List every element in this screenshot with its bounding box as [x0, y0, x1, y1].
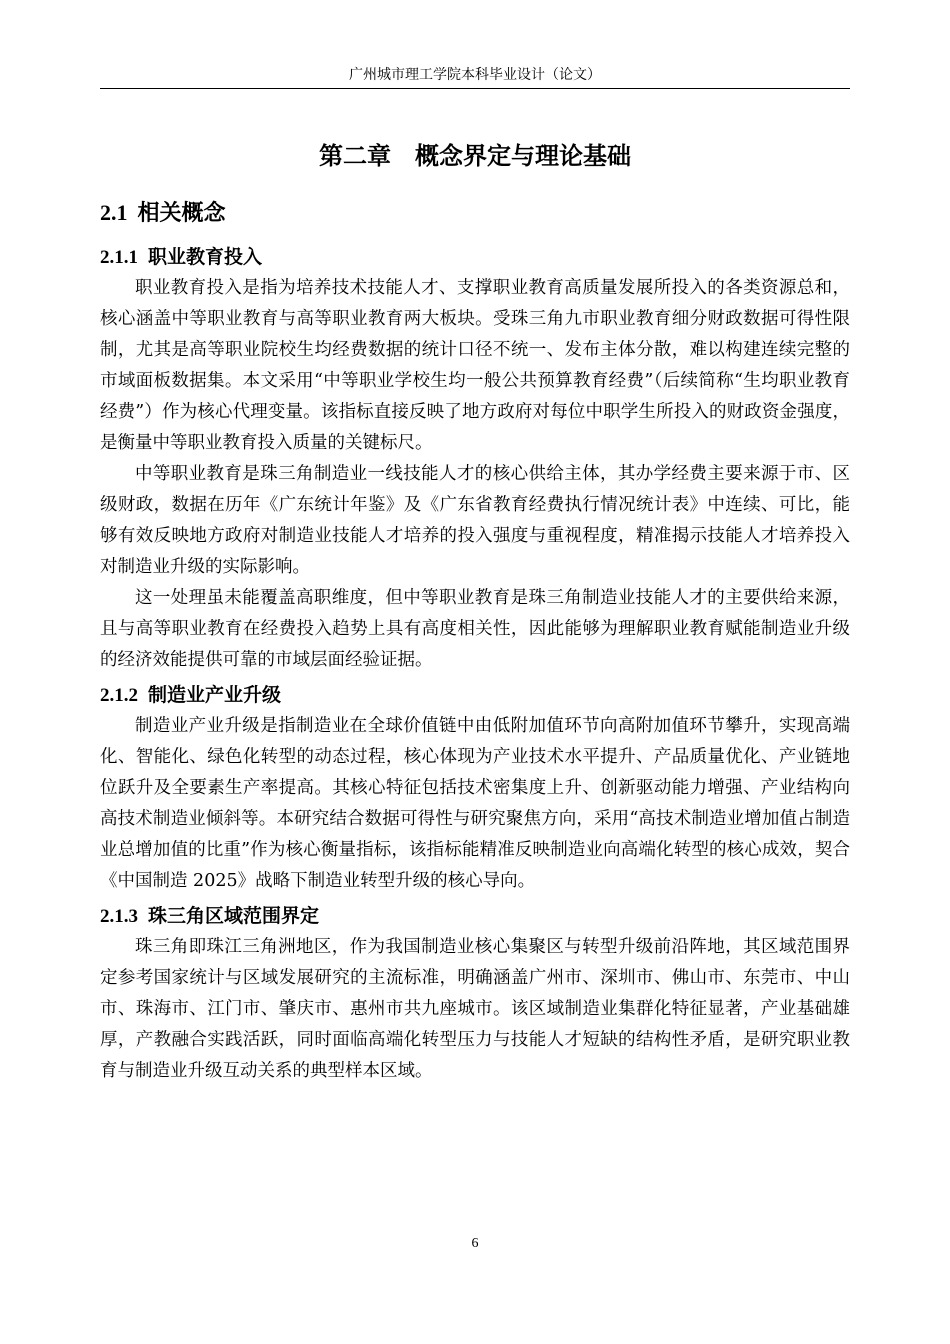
chapter-title: 概念界定与理论基础 [415, 141, 631, 170]
section-title: 相关概念 [137, 200, 226, 226]
page-number: 6 [471, 1236, 479, 1251]
subsection-title: 珠三角区域范围界定 [148, 905, 320, 927]
subsection-number: 2.1.1 [100, 247, 138, 268]
body-paragraph: 制造业产业升级是指制造业在全球价值链中由低附加值环节向高附加值环节攀升，实现高端化、智能化、绿色化转型的动态过程，核心体现为产业技术水平提升、产品质量优化、产业链地位跃升及全要素生产率提高。其核心特征包括技术密集度上升、创新驱动能力增强、产业结构向高技术制造业倾斜等。本研究结合数据可得性与研究聚焦方向，采用“高技术制造业增加值占制造业总增加值的比重”作为核心衡量指标，该指标能精准反映制造业向高端化转型的核心成效，契合《中国制造 2025》战略下制造业转型升级的核心导向。 [100, 716, 850, 891]
section-heading [100, 196, 850, 230]
subsection-heading [100, 901, 850, 932]
subsection-heading [100, 242, 850, 273]
body-paragraph: 中等职业教育是珠三角制造业一线技能人才的核心供给主体，其办学经费主要来源于市、区级财政，数据在历年《广东统计年鉴》及《广东省教育经费执行情况统计表》中连续、可比，能够有效反映地方政府对制造业技能人才培养的投入强度与重视程度，精准揭示技能人才培养投入对制造业升级的实际影响。 [100, 464, 850, 577]
subsection-title: 制造业产业升级 [148, 684, 282, 706]
section-number: 2.1 [100, 200, 128, 225]
body-paragraph: 职业教育投入是指为培养技术技能人才、支撑职业教育高质量发展所投入的各类资源总和，核心涵盖中等职业教育与高等职业教育两大板块。受珠三角九市职业教育细分财政数据可得性限制，尤其是高等职业院校生均经费数据的统计口径不统一、发布主体分散，难以构建连续完整的市域面板数据集。本文采用“中等职业学校生均一般公共预算教育经费”（后续简称“生均职业教育经费”）作为核心代理变量。该指标直接反映了地方政府对每位中职学生所投入的财政资金强度，是衡量中等职业教育投入质量的关键标尺。 [100, 278, 850, 453]
subsection-title: 职业教育投入 [148, 246, 263, 268]
body-paragraph: 这一处理虽未能覆盖高职维度，但中等职业教育是珠三角制造业技能人才的主要供给来源，且与高等职业教育在经费投入趋势上具有高度相关性，因此能够为理解职业教育赋能制造业升级的经济效能提供可靠的市域层面经验证据。 [100, 588, 850, 670]
document-body [100, 138, 850, 1087]
chapter-heading [100, 138, 850, 174]
body-paragraph: 珠三角即珠江三角洲地区，作为我国制造业核心集聚区与转型升级前沿阵地，其区域范围界定参考国家统计与区域发展研究的主流标准，明确涵盖广州市、深圳市、佛山市、东莞市、中山市、珠海市、江门市、肇庆市、惠州市共九座城市。该区域制造业集群化特征显著，产业基础雄厚，产教融合实践活跃，同时面临高端化转型压力与技能人才短缺的结构性矛盾，是研究职业教育与制造业升级互动关系的典型样本区域。 [100, 937, 850, 1081]
header-rule [100, 88, 850, 89]
chapter-number: 第二章 [319, 141, 391, 170]
subsection-number: 2.1.3 [100, 906, 138, 927]
running-header: 广州城市理工学院本科毕业设计（论文） [349, 67, 601, 83]
subsection-heading [100, 680, 850, 711]
subsection-number: 2.1.2 [100, 685, 138, 706]
